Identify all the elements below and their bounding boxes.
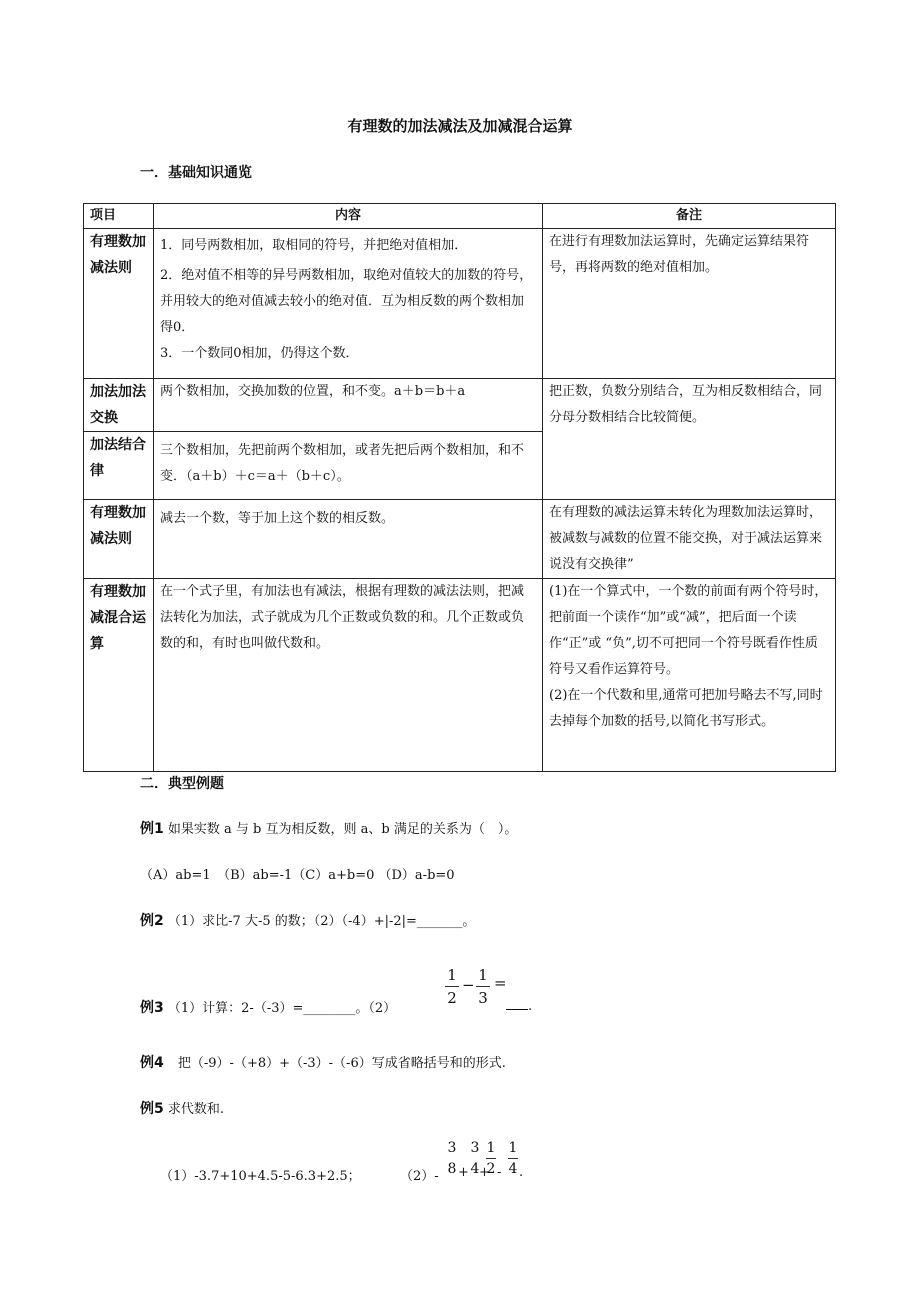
fraction-bar [476,986,490,987]
content-line: 1．同号两数相加，取相同的符号，并把绝对值相加． [160,238,468,253]
minus-sign: − [462,976,475,994]
note-text: (1)在一个算式中，一个数的前面有两个符号时，把前面一个读作“加”或“减”，把后面一个读作“正”或 “负”,切不可把同一个符号既看作性质符号又看作运算符号。 [549,584,828,677]
denominator: 2 [486,1161,496,1177]
content-line: 3．一个数同0相加，仍得这个数． [160,346,359,361]
example-text: （1）求比-7 大-5 的数；（2）（-4）+|-2|=_______。 [167,914,476,929]
section-heading-examples: 二．典型例题 [140,776,224,792]
example-5 [140,1098,224,1118]
page-title: 有理数的加法减法及加减混合运算 [347,117,573,135]
example-1 [140,818,517,838]
example-label: 例1 [140,821,164,837]
fraction-bar [508,1158,518,1159]
row-item: 有理数加减混合运算 [84,579,154,772]
table-row [84,500,836,579]
row-item: 加法加法交换 [84,379,154,432]
example-5-part-1: （1）-3.7+10+4.5-5-6.3+2.5； [160,1169,361,1184]
answer-blank [506,997,532,1014]
row-item: 加法结合律 [84,432,154,500]
row-content: 在一个式子里，有加法也有减法，根据有理数的减法法则，把减法转化为加法，式子就成为几个正数或负数的和。几个正数或负数的和，有时也叫做代数和。 [154,579,543,772]
content-text: 减去一个数，等于加上这个数的相反数。 [160,511,395,526]
numerator: 1 [486,1140,496,1156]
denominator: 8 [447,1161,457,1177]
example-label: 例2 [140,913,164,929]
operator-plus: + [458,1165,469,1180]
fraction-bar [486,1158,496,1159]
example-text: 求代数和. [167,1102,225,1117]
section-heading-basics: 一．基础知识通览 [140,165,252,181]
fraction-one-half [445,966,459,1007]
fraction-bar [446,1158,458,1159]
row-content [154,432,543,500]
note-text: (2)在一个代数和里,通常可把加号略去不写,同时去掉每个加数的括号,以简化书写形式。 [549,688,823,729]
example-5-part-2-prefix: （2）- [400,1169,439,1184]
example-label: 例3 [140,1000,164,1016]
fraction-bar [469,1158,481,1159]
fraction-one-third [476,966,490,1007]
table-row [84,379,836,432]
row-item: 有理数加减法则 [84,229,154,379]
numerator: 1 [508,1140,518,1156]
row-note [543,579,836,772]
denominator: 2 [447,989,457,1007]
example-text: 如果实数 a 与 b 互为相反数，则 a、b 满足的关系为（ ）。 [167,822,518,837]
denominator: 4 [508,1161,518,1177]
content-text: 三个数相加，先把前两个数相加，或者先把后两个数相加，和不变．（a＋b）＋c＝a＋（b＋c）。 [160,443,525,484]
row-content [154,500,543,579]
numerator: 3 [447,1140,457,1156]
table-header: 备注 [543,204,836,229]
fraction-bar [445,986,459,987]
knowledge-table [83,203,836,772]
fraction-one-half-b [486,1140,496,1177]
row-item: 有理数加减法则 [84,500,154,579]
operator-minus: - [497,1165,502,1180]
example-3 [140,997,396,1017]
equals-sign: = [494,974,507,992]
content-line: 2．绝对值不相等的异号两数相加，取绝对值较大的加数的符号，并用较大的绝对值减去较小的绝对值．互为相反数的两个数相加得0． [160,268,533,335]
example-4 [140,1052,506,1072]
example-2 [140,910,475,930]
example-1-options: （A）ab=1 （B）ab=-1（C）a+b=0 （D）a-b=0 [140,868,455,883]
fraction-one-quarter [508,1140,518,1177]
period: . [519,1165,524,1180]
row-content [154,229,543,379]
example-text: （1）计算：2-（-3）=________。（2） [167,1001,397,1016]
example-text: 把（-9）-（+8）+（-3）-（-6）写成省略括号和的形式. [177,1056,506,1071]
table-header-row [84,204,836,229]
period: . [528,999,533,1014]
row-note [543,229,836,379]
table-header: 项目 [84,204,154,229]
row-note: 把正数，负数分别结合，互为相反数相结合，同分母分数相结合比较简便。 [543,379,836,500]
example-label: 例4 [140,1055,164,1071]
denominator: 4 [470,1161,480,1177]
note-text: 在进行有理数加法运算时，先确定运算结果符号，再将两数的绝对值相加。 [549,234,810,275]
fraction-three-eighths [446,1140,458,1177]
table-row [84,229,836,379]
table-row [84,579,836,772]
numerator: 1 [478,966,488,984]
table-header: 内容 [154,204,543,229]
example-label: 例5 [140,1101,164,1117]
blank-line [506,997,528,1010]
row-note: 在有理数的减法运算未转化为理数加法运算时，被减数与减数的位置不能交换，对于减法运算来说没有交换律” [543,500,836,579]
row-content: 两个数相加，交换加数的位置，和不变。a＋b＝b＋a [154,379,543,432]
numerator: 1 [447,966,457,984]
denominator: 3 [478,989,488,1007]
numerator: 3 [470,1140,480,1156]
operator-plus: + [479,1165,490,1180]
